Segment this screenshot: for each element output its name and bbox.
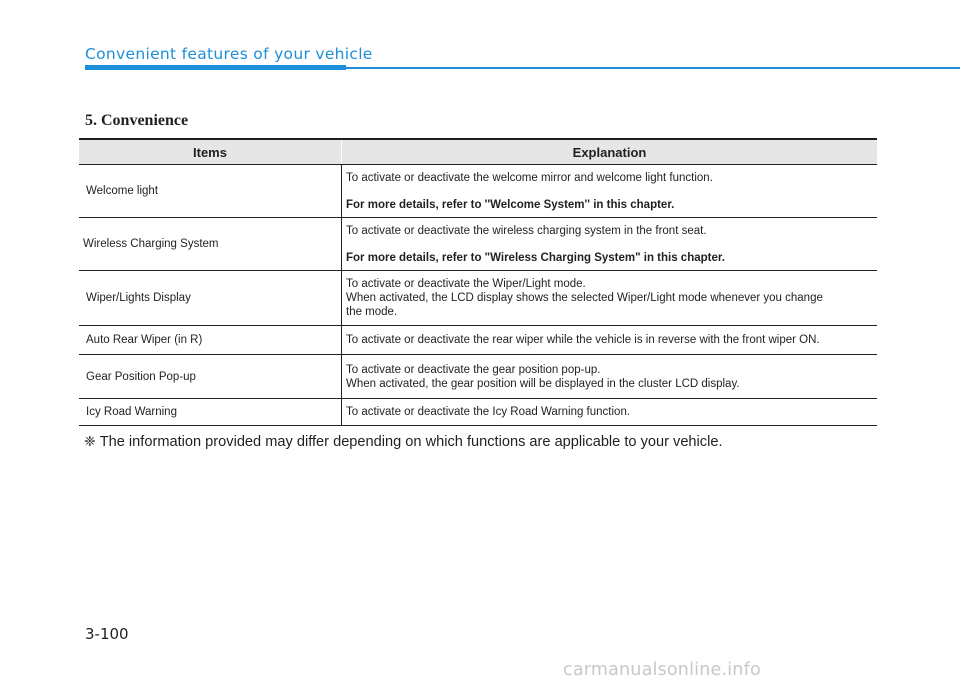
header-rule-thick bbox=[85, 65, 346, 70]
explanation-line: To activate or deactivate the welcome mirror and welcome light function. bbox=[346, 171, 713, 184]
table-row bbox=[79, 165, 877, 218]
watermark: carmanualsonline.info bbox=[563, 660, 761, 680]
section-heading: 5. Convenience bbox=[85, 112, 189, 129]
row-item-label: Auto Rear Wiper (in R) bbox=[79, 326, 342, 355]
column-header-items: Items bbox=[79, 139, 342, 165]
row-explanation bbox=[342, 326, 878, 355]
row-item-label: Gear Position Pop-up bbox=[79, 355, 342, 399]
row-explanation bbox=[342, 165, 878, 218]
row-explanation bbox=[342, 218, 878, 271]
footnote-text: The information provided may differ depending on which functions are applicable to your vehicle. bbox=[99, 434, 723, 450]
header-rule-thin bbox=[346, 67, 960, 69]
table-row bbox=[79, 355, 877, 399]
row-item-label: Wireless Charging System bbox=[79, 218, 342, 271]
table-header-row bbox=[79, 139, 877, 165]
row-explanation bbox=[342, 399, 878, 426]
explanation-line: When activated, the LCD display shows the selected Wiper/Light mode whenever you change bbox=[346, 292, 823, 304]
row-item-label: Wiper/Lights Display bbox=[79, 271, 342, 326]
table-row bbox=[79, 271, 877, 326]
explanation-line: To activate or deactivate the Icy Road Warning function. bbox=[346, 406, 631, 418]
explanation-line: To activate or deactivate the Wiper/Light mode. bbox=[346, 278, 586, 290]
column-header-explanation: Explanation bbox=[342, 139, 878, 165]
chapter-header-title: Convenient features of your vehicle bbox=[85, 45, 373, 63]
row-explanation bbox=[342, 355, 878, 399]
explanation-line: When activated, the gear position will be displayed in the cluster LCD display. bbox=[346, 377, 740, 390]
table-row bbox=[79, 326, 877, 355]
explanation-line: To activate or deactivate the rear wiper while the vehicle is in reverse with the front wiper ON. bbox=[346, 334, 820, 346]
page-number: 3-100 bbox=[85, 625, 129, 643]
convenience-table bbox=[79, 138, 877, 426]
footnote bbox=[84, 433, 723, 450]
footnote-symbol-icon: ❈ bbox=[84, 433, 96, 449]
explanation-line: the mode. bbox=[346, 306, 398, 318]
explanation-line: To activate or deactivate the gear position pop-up. bbox=[346, 363, 601, 376]
row-explanation bbox=[342, 271, 878, 326]
row-item-label: Welcome light bbox=[79, 165, 342, 218]
table-row bbox=[79, 218, 877, 271]
explanation-note: For more details, refer to ''Welcome System'' in this chapter. bbox=[346, 198, 675, 211]
row-item-label: Icy Road Warning bbox=[79, 399, 342, 426]
explanation-note: For more details, refer to "Wireless Charging System" in this chapter. bbox=[346, 251, 725, 264]
table-row bbox=[79, 399, 877, 426]
explanation-line: To activate or deactivate the wireless charging system in the front seat. bbox=[346, 224, 707, 237]
